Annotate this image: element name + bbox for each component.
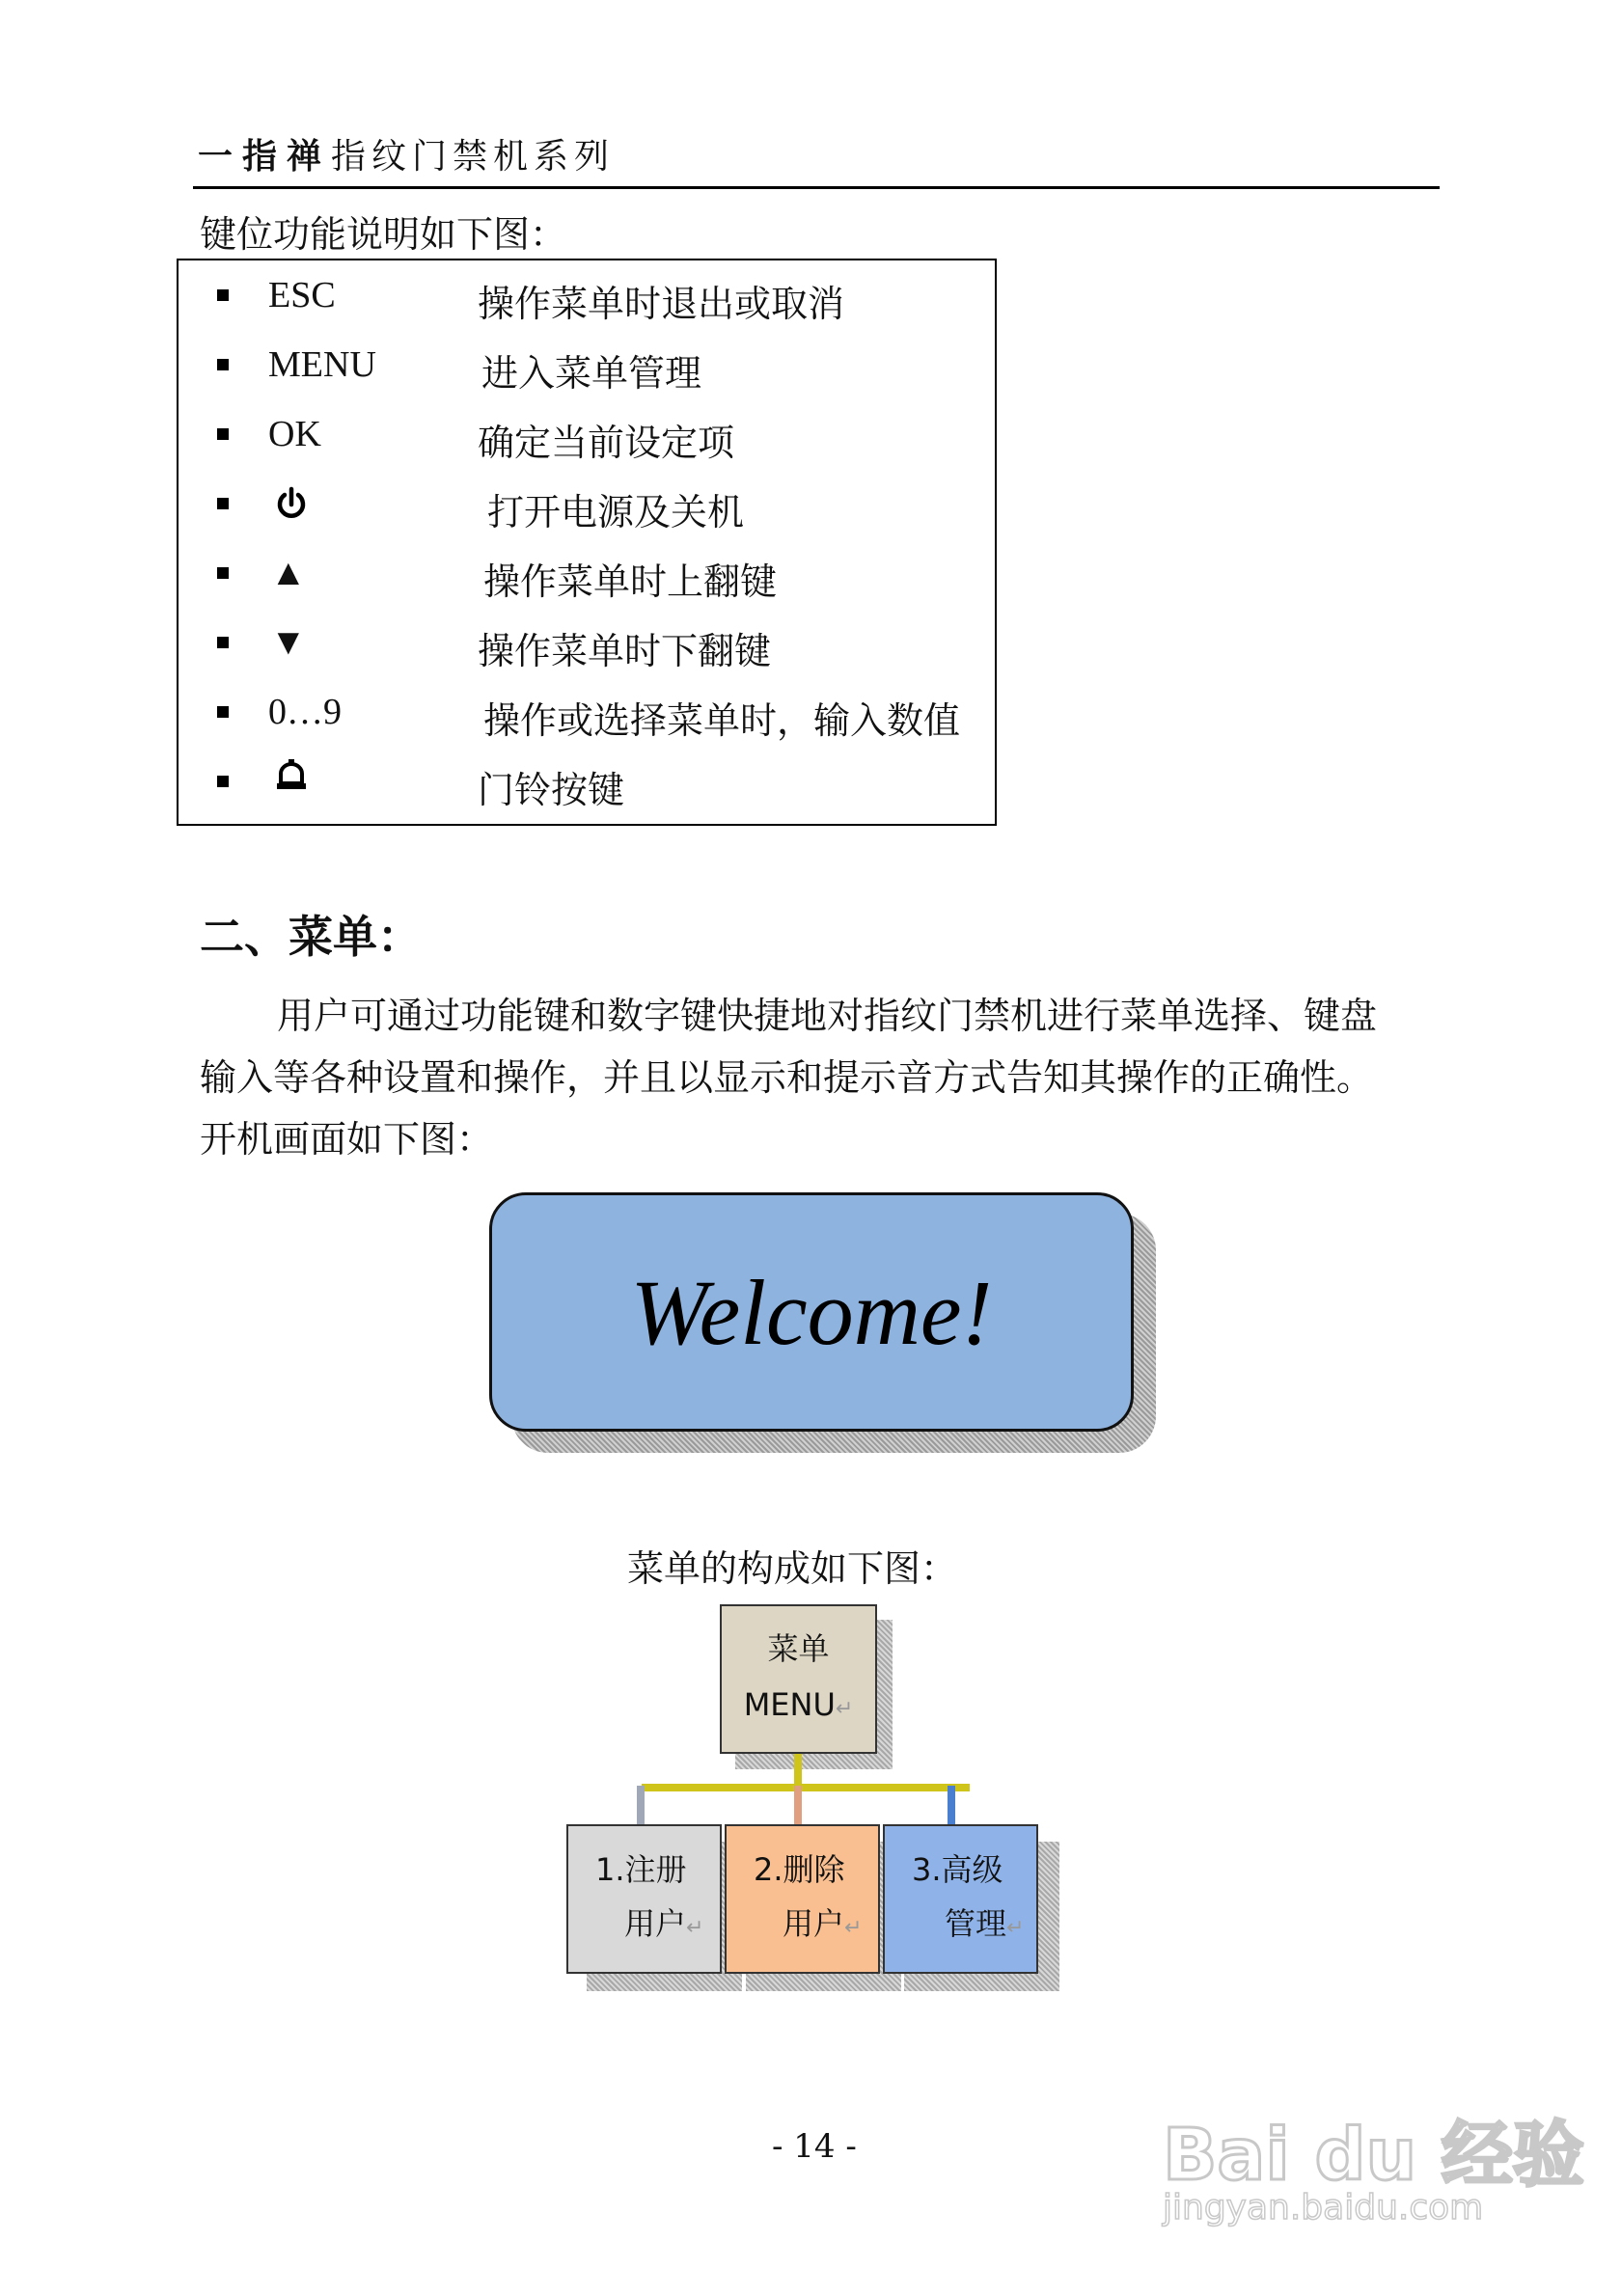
menu-node-register-user: [566, 1824, 722, 1974]
node-label: 管理↵: [945, 1905, 1025, 1942]
return-icon: ↵: [835, 1697, 854, 1721]
return-icon: ↵: [844, 1916, 863, 1940]
node-label: 用户↵: [783, 1905, 863, 1942]
key-desc: 门铃按键: [478, 769, 625, 811]
return-icon: ↵: [686, 1916, 704, 1940]
bullet-icon: [217, 289, 229, 301]
power-icon: [272, 484, 311, 523]
connector-bar: [642, 1784, 970, 1791]
node-label: 3.高级: [912, 1851, 1003, 1888]
key-row-ok: [179, 399, 995, 469]
key-row-down: [179, 608, 995, 677]
return-icon: ↵: [1006, 1916, 1025, 1940]
key-desc: 确定当前设定项: [478, 422, 735, 464]
bullet-icon: [217, 706, 229, 718]
menu-node-advanced: [883, 1824, 1038, 1974]
header-rule: [193, 186, 1440, 189]
doorbell-icon: [272, 756, 311, 795]
key-desc: 操作菜单时退出或取消: [478, 283, 845, 325]
menu-node-delete-user: [725, 1824, 880, 1974]
key-desc: 进入菜单管理: [481, 352, 702, 395]
intro-text: 键位功能说明如下图：: [200, 213, 567, 256]
header-series: 指纹门禁机系列: [331, 137, 616, 177]
bullet-icon: [217, 359, 229, 370]
watermark-logo: Bai du 经验: [1163, 2114, 1584, 2197]
key-row-doorbell: [179, 747, 995, 816]
welcome-screen: [489, 1192, 1134, 1432]
key-name: OK: [268, 414, 321, 454]
paragraph-line: 输入等各种设置和操作，并且以显示和提示音方式告知其操作的正确性。: [200, 1056, 1374, 1099]
bullet-icon: [217, 637, 229, 648]
key-function-table: [177, 259, 997, 826]
key-desc: 操作菜单时下翻键: [478, 630, 772, 672]
key-desc: 操作或选择菜单时，输入数值: [483, 699, 961, 742]
key-name: 0…9: [268, 692, 342, 732]
bullet-icon: [217, 428, 229, 440]
key-desc: 操作菜单时上翻键: [483, 560, 778, 603]
header-brand: 一指禅: [198, 137, 332, 177]
key-name: MENU: [268, 344, 376, 385]
node-label: 用户↵: [624, 1905, 704, 1942]
connector-branch: [794, 1786, 802, 1826]
node-label: 1.注册: [595, 1851, 687, 1888]
up-arrow-icon: ▲: [270, 553, 307, 593]
down-arrow-icon: ▼: [270, 622, 307, 663]
menu-root-node: [720, 1604, 877, 1754]
connector-stem: [794, 1754, 802, 1787]
node-label: 2.删除: [754, 1851, 845, 1888]
root-label: 菜单: [767, 1630, 830, 1667]
key-row-digits: [179, 677, 995, 747]
key-row-up: [179, 538, 995, 608]
watermark-url: jingyan.baidu.com: [1163, 2188, 1484, 2228]
bullet-icon: [217, 567, 229, 579]
menu-caption: 菜单的构成如下图：: [627, 1547, 958, 1590]
page-number: - 14 -: [772, 2127, 857, 2166]
connector-branch: [948, 1786, 955, 1826]
header-title: [198, 129, 615, 178]
bullet-icon: [217, 776, 229, 787]
welcome-text: Welcome!: [630, 1260, 993, 1364]
paragraph-line: 用户可通过功能键和数字键快捷地对指纹门禁机进行菜单选择、键盘: [277, 995, 1378, 1037]
bullet-icon: [217, 498, 229, 509]
key-name: ESC: [268, 275, 336, 315]
section-heading: 二、菜单：: [200, 911, 422, 963]
key-row-menu: [179, 330, 995, 399]
root-label-en: MENU↵: [743, 1686, 854, 1723]
key-row-esc: [179, 260, 995, 330]
key-row-power: [179, 469, 995, 538]
paragraph-line: 开机画面如下图：: [200, 1118, 494, 1161]
key-desc: 打开电源及关机: [487, 491, 745, 533]
connector-branch: [637, 1786, 645, 1826]
